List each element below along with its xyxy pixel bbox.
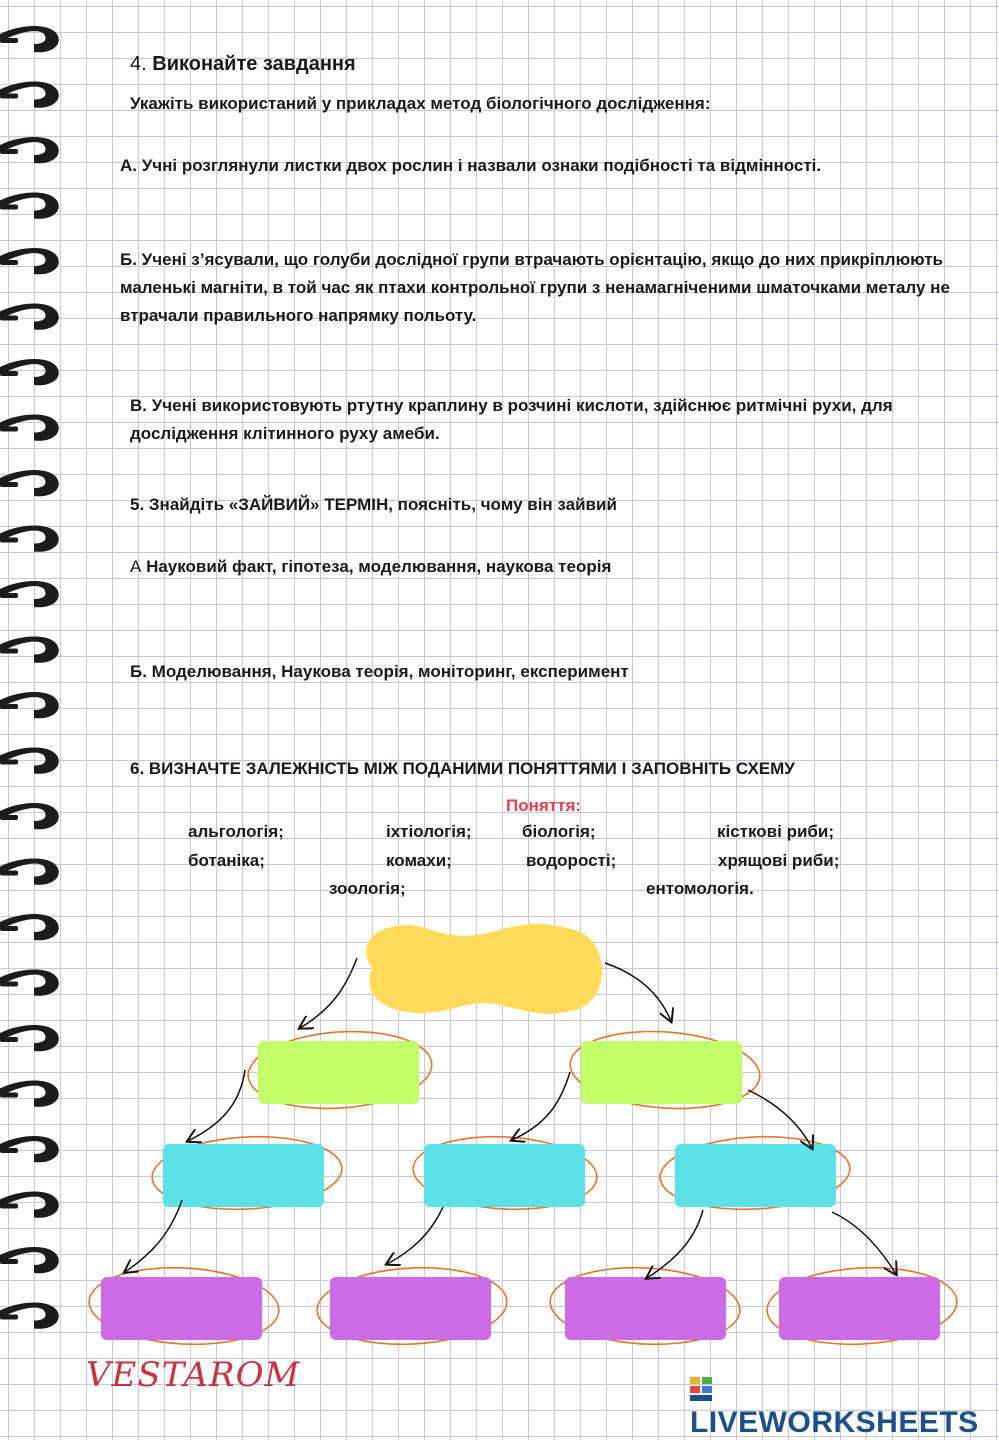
level3-box[interactable] xyxy=(424,1144,585,1207)
concept-term: біологія; xyxy=(522,822,596,841)
task4-number: 4. xyxy=(130,53,147,75)
arrow-icon xyxy=(647,1210,703,1278)
concepts-title: Поняття: xyxy=(506,796,582,815)
task4-item-b: Б. Учені з’ясували, що голуби дослідної групи втрачають орієнтацію, якщо до них прикріплюють маленькі магніти, в той час як птахи контрольної групи з ненамагніченими шматочками металу не втрачали правильного напрямку польоту. xyxy=(120,250,950,325)
task5-option-a-text: Науковий факт, гіпотеза, моделювання, наукова теорія xyxy=(146,557,612,576)
level3-box[interactable] xyxy=(675,1144,836,1207)
concept-term: зоологія; xyxy=(329,879,406,898)
concept-term: ентомологія. xyxy=(646,879,754,898)
concept-term: альгологія; xyxy=(188,822,284,841)
vestarom-logo: VESTAROM xyxy=(86,1355,301,1395)
level2-box[interactable] xyxy=(581,1041,742,1104)
concept-term: ботаніка; xyxy=(188,851,265,870)
level2-box[interactable] xyxy=(258,1041,419,1104)
arrow-icon xyxy=(125,1200,182,1272)
level4-box[interactable] xyxy=(330,1277,491,1340)
concept-term: кісткові риби; xyxy=(717,822,835,841)
task4-instruction: Укажіть використаний у прикладах метод біологічного дослідження: xyxy=(130,94,711,113)
arrow-icon xyxy=(512,1072,570,1140)
task5-option-a-letter: А xyxy=(130,557,142,576)
level4-box[interactable] xyxy=(565,1277,726,1340)
root-box[interactable] xyxy=(366,924,602,1014)
arrow-icon xyxy=(832,1212,896,1274)
liveworksheets-logo xyxy=(690,1372,999,1440)
concept-term: хрящові риби; xyxy=(718,851,840,870)
concept-term: комахи; xyxy=(386,851,452,870)
concept-term: іхтіологія; xyxy=(386,822,472,841)
task4-title-text: Виконайте завдання xyxy=(152,53,356,75)
liveworksheets-icon xyxy=(690,1377,712,1401)
task5-title: 5. Знайдіть «ЗАЙВИЙ» ТЕРМІН, поясніть, чому він зайвий xyxy=(130,495,617,514)
arrow-icon xyxy=(300,958,357,1028)
level4-box[interactable] xyxy=(779,1277,940,1340)
arrow-icon xyxy=(387,1207,443,1264)
task4-item-v: В. Учені використовують ртутну краплину в розчині кислоти, здійснює ритмічні рухи, для дослідження клітинного руху амеби. xyxy=(130,396,893,443)
liveworksheets-text: LIVEWORKSHEETS xyxy=(690,1406,979,1439)
level4-box[interactable] xyxy=(101,1277,262,1340)
arrow-icon xyxy=(188,1070,245,1141)
arrow-icon xyxy=(605,963,671,1021)
task5-option-b: Б. Моделювання, Наукова теорія, моніторинг, експеримент xyxy=(130,662,629,681)
task4-item-a: А. Учні розглянули листки двох рослин і назвали ознаки подібності та відмінності. xyxy=(120,156,822,175)
level3-box[interactable] xyxy=(163,1144,324,1207)
task6-title: 6. ВИЗНАЧТЕ ЗАЛЕЖНІСТЬ МІЖ ПОДАНИМИ ПОНЯТТЯМИ І ЗАПОВНІТЬ СХЕМУ xyxy=(130,759,795,778)
concept-term: водорості; xyxy=(526,851,617,870)
